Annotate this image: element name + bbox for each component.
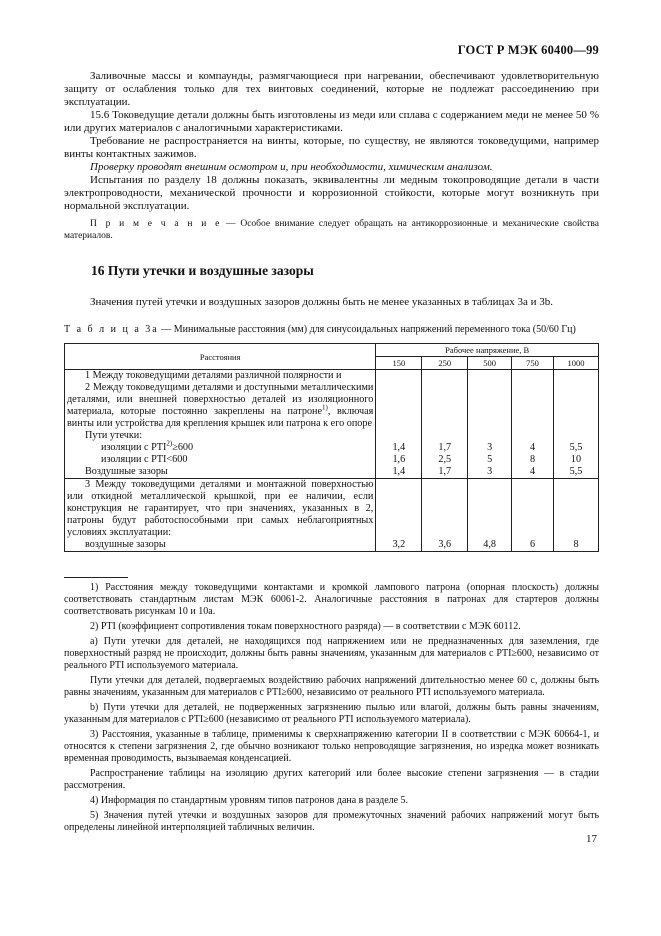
row-2-tail: , включая винты или устройства для крепления крышек или патрона к его опоре — [67, 406, 374, 429]
footnote: 2) PTI (коэффициент сопротивления токам поверхностного разряда) — в соответствии с МЭК 60112. — [90, 621, 521, 632]
footnote: Пути утечки для деталей, подвергаемых воздействию рабочих напряжений длительностью менее 60 с, должны быть равны значениям, указанным для материалов с PTI≥600, независимо от реального PTI используемого материала. — [64, 675, 599, 698]
header-voltage: Рабочее напряжение, В — [376, 344, 599, 357]
value: 5,5 — [569, 466, 583, 477]
value-cell: 3,2 — [376, 479, 422, 552]
section-intro — [64, 296, 599, 309]
value: 1,4 — [392, 466, 406, 477]
paragraph-15-6: 15.6 Токоведущие детали должны быть изготовлены из меди или сплава с содержанием меди не менее 50 % или других материалов с аналогичными характеристиками. — [64, 109, 599, 134]
value: 3 — [487, 442, 493, 453]
value: 1,4 — [392, 442, 406, 453]
note-text: — Особое внимание следует обращать на антикоррозионные и механические свойства материалов. — [64, 219, 599, 241]
ins-high-label — [67, 439, 373, 454]
row-3-description — [65, 479, 376, 552]
paragraph: Испытания по разделу 18 должны показать, эквивалентны ли медным токопроводящие детали в части электропроводности, механической прочности и коррозионной стойкости, которые могут возникнуть при нормальной эксплуатации. — [64, 174, 599, 212]
value-cell — [422, 370, 468, 479]
value: 10 — [570, 454, 582, 465]
header-distances: Расстояния — [65, 344, 376, 370]
value-cell — [376, 370, 422, 479]
value: 1,7 — [438, 442, 452, 453]
voltage-col: 1000 — [554, 357, 599, 370]
value: 3 — [487, 466, 493, 477]
footnote: а) Пути утечки для деталей, не находящихся под напряжением или не предназначенных для заземления, где поверхностный разряд не происходит, должны быть равны значениям, указанным для материалов с PTI≥600, независимо от реального PTI используемого материала. — [64, 636, 599, 671]
section-title: 16 Пути утечки и воздушные зазоры — [91, 263, 314, 278]
voltage-col: 250 — [422, 357, 468, 370]
value: 5,5 — [569, 442, 583, 453]
air-gaps-label: Воздушные зазоры — [85, 466, 168, 477]
row-3-air-label: воздушные зазоры — [85, 539, 166, 550]
footnote: 3) Расстояния, указанные в таблице, применимы к сверхнапряжению категории II в соответствии с МЭК 60664-1, и относятся к степени загрязнения 2, где обычно возникают только непроводящие загрязнения, но изредка может возникать временная проводимость, вызываемая конденсацией. — [64, 729, 599, 764]
ins-low-label: изоляции с PTI<600 — [101, 454, 188, 465]
body-paragraphs — [64, 70, 599, 242]
footnote: 4) Информация по стандартным уровням типов патронов дана в разделе 5. — [90, 795, 409, 806]
footnote-ref: 1) — [322, 403, 328, 412]
footnote-divider — [64, 577, 128, 578]
value-cell — [554, 370, 599, 479]
row-3-text: 3 Между токоведущими деталями и монтажной поверхностью или откидной металлической крышкой, при ее наличии, если конструкция не гарантирует, что при значениях, указанных в 2, патроны будут работоспособными при самых неблагоприятных условиях эксплуатации: — [67, 479, 374, 538]
footnote: Распространение таблицы на изоляцию других категорий или более высокие степени загрязнения — в стадии рассмотрения. — [64, 768, 599, 791]
voltage-col: 750 — [512, 357, 554, 370]
value: 5 — [487, 454, 493, 465]
value: 2,5 — [438, 454, 452, 465]
row-1-text: 1 Между токоведущими деталями различной полярности и — [85, 370, 342, 381]
table-row — [65, 370, 599, 479]
footnote-ref: 2) — [166, 439, 173, 448]
note-label: П р и м е ч а н и е — [90, 219, 222, 229]
value: 8 — [530, 454, 536, 465]
paragraph: Заливочные массы и компаунды, размягчающиеся при нагревании, обеспечивают удовлетворительную защиту от ослабления только для тех винтовых соединений, которые не подлежат рассоединению при эксплуатации. — [64, 70, 599, 108]
page-number: 17 — [586, 833, 597, 845]
value-cell: 4,8 — [468, 479, 512, 552]
value-cell: 3,6 — [422, 479, 468, 552]
paragraph: Значения путей утечки и воздушных зазоров должны быть не менее указанных в таблицах 3а и 3b. — [90, 296, 554, 308]
paragraph: Требование не распространяется на винты, которые, по существу, не являются токоведущими, например винты контактных зажимов. — [64, 135, 599, 160]
paragraph-check: Проверку проводят внешним осмотром и, при необходимости, химическим анализом. — [90, 161, 493, 173]
table-caption — [64, 324, 604, 335]
voltage-col: 150 — [376, 357, 422, 370]
footnote: b) Пути утечки для деталей, не подверженных загрязнению пылью или влагой, должны быть равны значениям, указанным для материалов с PTI≥600 (независимо от реального PTI используемого материала). — [64, 702, 599, 725]
table-caption-text: — Минимальные расстояния (мм) для синусоидальных напряжений переменного тока (50/60 Гц) — [158, 324, 576, 335]
table-row — [65, 479, 599, 552]
footnote: 5) Значения путей утечки и воздушных зазоров для промежуточных значений рабочих напряжений могут быть определены линейной интерполяцией табличных величин. — [64, 810, 599, 833]
creepage-label: Пути утечки: — [85, 430, 143, 441]
row-2-text — [67, 382, 373, 430]
distances-table — [64, 343, 599, 552]
ins-high-b: ≥600 — [172, 442, 194, 453]
value: 1,7 — [438, 466, 452, 477]
row-2-main: 2 Между токоведущими деталями и доступными металлическими деталями, или внешней поверхностью деталей из изоляционного материала, которые постоянно закреплены на патроне — [67, 382, 374, 417]
value-cell — [512, 370, 554, 479]
note — [64, 218, 599, 242]
document-header: ГОСТ Р МЭК 60400—99 — [457, 43, 599, 57]
ins-high-a: изоляции с PTI — [101, 442, 167, 453]
value-cell — [468, 370, 512, 479]
footnotes — [64, 577, 599, 837]
value-cell: 8 — [554, 479, 599, 552]
voltage-col: 500 — [468, 357, 512, 370]
row-1-2-description — [65, 370, 376, 479]
table-caption-label: Т а б л и ц а 3а — [64, 324, 159, 335]
value-cell: 6 — [512, 479, 554, 552]
value: 1,6 — [392, 454, 406, 465]
value: 4 — [530, 466, 536, 477]
value: 4 — [530, 442, 536, 453]
footnote: 1) Расстояния между токоведущими контактами и кромкой лампового патрона (опорная плоскость) должны соответствовать стандартным листам МЭК 60061-2. Аналогичные расстояния в патронах для стартеров должны соответствовать рисункам 10 и 10а. — [64, 582, 599, 617]
